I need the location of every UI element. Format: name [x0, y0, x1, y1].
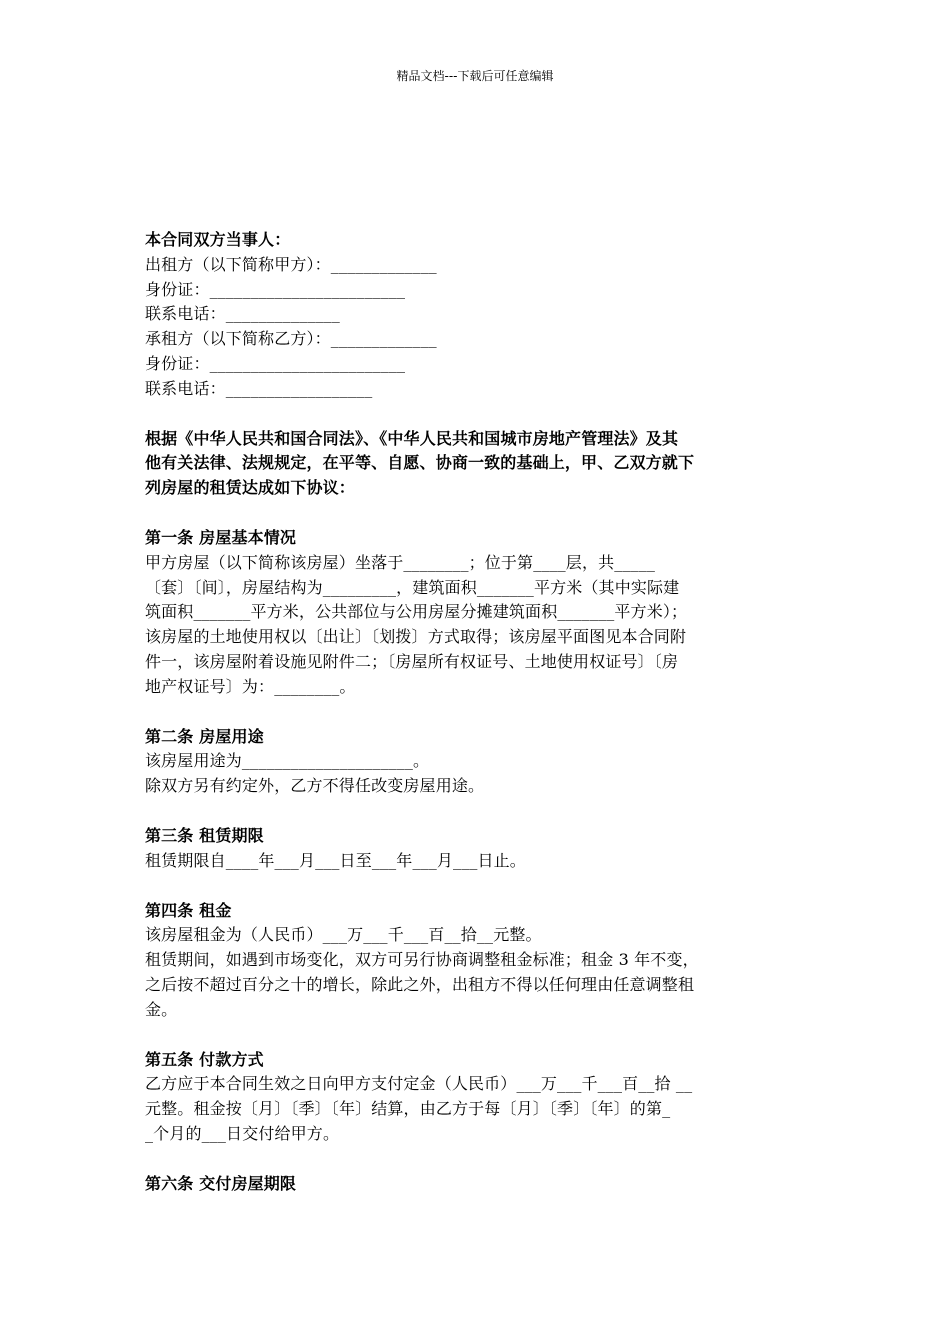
article-2-line: 除双方另有约定外，乙方不得任改变房屋用途。	[145, 776, 485, 796]
article-4-line: 租赁期间，如遇到市场变化，双方可另行协商调整租金标准；租金 3 年不变，	[145, 950, 699, 970]
section-gap	[145, 402, 810, 427]
article-4-line: 之后按不超过百分之十的增长，除此之外，出租方不得以任何理由任意调整租	[145, 974, 695, 994]
lessee-phone-line: 联系电话：__________________	[145, 378, 373, 398]
article-2-title: 第二条 房屋用途	[145, 726, 264, 746]
article-1-line: 地产权证号〕为：________。	[145, 676, 356, 696]
article-4-line: 该房屋租金为（人民币）___万___千___百__拾__元整。	[145, 925, 542, 945]
article-1-line: 该房屋的土地使用权以〔出让〕〔划拨〕方式取得；该房屋平面图见本合同附	[145, 627, 687, 647]
section-gap	[145, 799, 810, 824]
section-gap	[145, 1147, 810, 1172]
preamble-line: 根据《中华人民共和国合同法》、《中华人民共和国城市房地产管理法》及其	[145, 428, 679, 448]
section-gap	[145, 1023, 810, 1048]
article-4-line: 金。	[145, 999, 178, 1019]
article-1-line: 〔套〕〔间〕，房屋结构为_________，建筑面积_______平方米（其中实际建	[145, 577, 680, 597]
article-5-line: _个月的___日交付给甲方。	[145, 1123, 340, 1143]
article-3-line: 租赁期限自____年___月___日至___年___月___日止。	[145, 850, 526, 870]
lessor-phone-line: 联系电话：______________	[145, 304, 340, 324]
article-1-line: 件一，该房屋附着设施见附件二；〔房屋所有权证号、土地使用权证号〕〔房	[145, 651, 679, 671]
article-3-title: 第三条 租赁期限	[145, 825, 264, 845]
article-4-title: 第四条 租金	[145, 900, 232, 920]
lessee-name-line: 承租方（以下简称乙方）：_____________	[145, 329, 437, 349]
page-header: 精品文档---下载后可任意编辑	[396, 69, 554, 83]
section-gap	[145, 874, 810, 899]
lessee-id-line: 身份证：________________________	[145, 353, 406, 373]
article-1-title: 第一条 房屋基本情况	[145, 527, 297, 547]
article-5-line: 元整。租金按〔月〕〔季〕〔年〕结算，由乙方于每〔月〕〔季〕〔年〕的第_	[145, 1099, 671, 1119]
lessor-name-line: 出租方（以下简称甲方）：_____________	[145, 254, 437, 274]
preamble-line: 列房屋的租赁达成如下协议：	[145, 478, 355, 498]
article-6-title: 第六条 交付房屋期限	[145, 1173, 297, 1193]
contract-body	[145, 228, 810, 1197]
section-gap	[145, 501, 810, 526]
article-2-line: 该房屋用途为_____________________。	[145, 751, 430, 771]
preamble-line: 他有关法律、法规规定，在平等、自愿、协商一致的基础上，甲、乙双方就下	[145, 453, 695, 473]
lessor-id-line: 身份证：________________________	[145, 279, 406, 299]
article-5-line: 乙方应于本合同生效之日向甲方支付定金（人民币）___万___千___百__拾 __	[145, 1074, 693, 1094]
parties-heading: 本合同双方当事人：	[145, 230, 291, 249]
article-5-title: 第五条 付款方式	[145, 1049, 264, 1069]
article-1-line: 甲方房屋（以下简称该房屋）坐落于________；位于第____层，共_____	[145, 552, 656, 572]
article-1-line: 筑面积_______平方米，公共部位与公用房屋分摊建筑面积_______平方米）；	[145, 602, 688, 622]
section-gap	[145, 700, 810, 725]
